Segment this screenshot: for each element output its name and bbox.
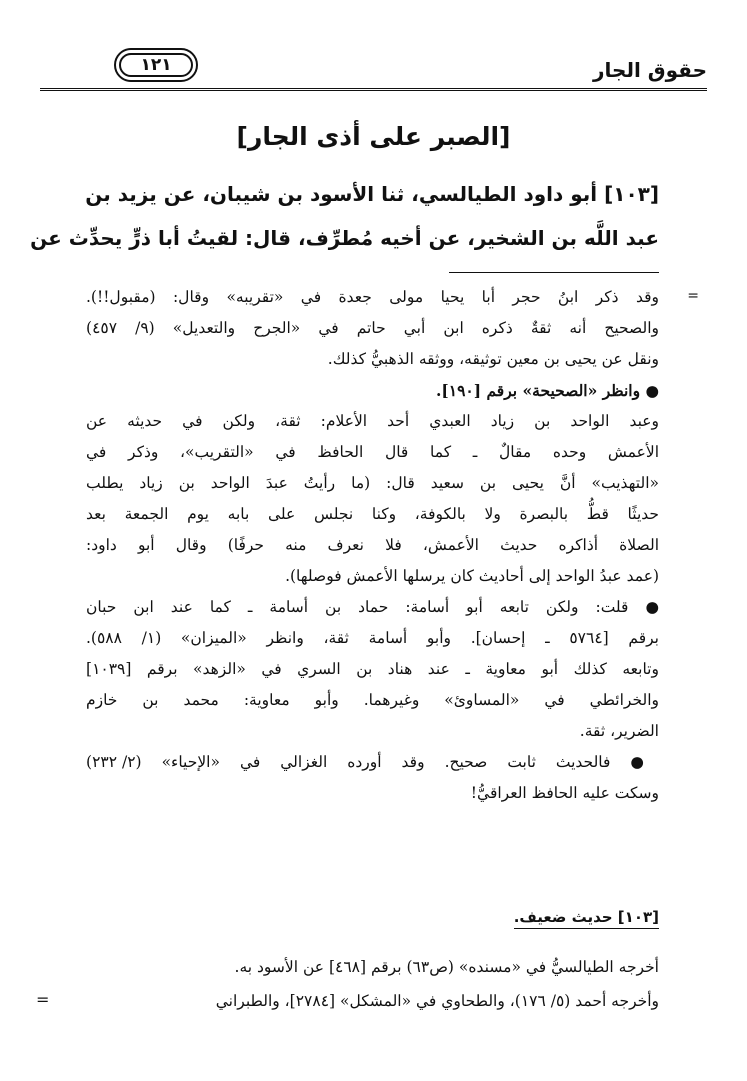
footnote-line: برقم [٥٧٦٤ ـ إحسان]. وأبو أسامة ثقة، وانظر «الميزان» (١/ ٥٨٨). [86,629,659,647]
header-rule [40,88,707,91]
footnote-line: والخرائطي في «المساوئ» وغيرهما. وأبو معاوية: محمد بن خازم [86,691,659,709]
footnote-line: وقد ذكر ابنُ حجر أبا يحيا مولى جعدة في «تقريبه» وقال: (مقبول!!). [86,288,659,306]
footnote-line: حديثًا قطُّ بالبصرة ولا بالكوفة، وكنا نجلس على بابه يوم الجمعة بعد [86,505,659,523]
page-number-badge [114,48,198,82]
section-title: [الصبر على أذى الجار] [236,122,511,151]
hadith-verdict: [١٠٣] حديث ضعيف. [514,908,659,929]
footnote-line: وعبد الواحد بن زياد العبدي أحد الأعلام: ثقة، ولكن في حديثه عن [86,412,659,430]
footnote-line: وسكت عليه الحافظ العراقيُّ! [470,784,659,802]
footnote-line: (عمد عبدُ الواحد إلى أحاديث كان يرسلها الأعمش فوصلها). [285,567,659,585]
footnote-line: الصلاة أذاكره حديث الأعمش، فلا نعرف منه حرفًا) وقال أبو داود: [86,536,659,554]
footnote-separator [449,272,659,273]
running-title: حقوق الجار [593,58,707,82]
footnote-line: «التهذيب» أنَّ يحيى بن سعيد قال: (ما رأيتُ عبدَ الواحد بن زياد يطلب [86,474,659,492]
page-header [40,44,707,94]
continuation-mark: = [687,288,699,304]
footnote-line: وتابعه كذلك أبو معاوية ـ عند هناد بن السري في «الزهد» برقم [١٠٣٩] [86,660,659,678]
footnote-line: والصحيح أنه ثقةٌ ذكره ابن أبي حاتم في «الجرح والتعديل» (٩/ ٤٥٧) [86,319,659,337]
footnote-line: ● قلت: ولكن تابعه أبو أسامة: حماد بن أسامة ـ كما عند ابن حبان [86,598,659,616]
continuation-mark: = [36,990,50,1009]
hadith-line: [١٠٣] أبو داود الطيالسي، ثنا الأسود بن شيبان، عن يزيد بن [85,182,659,206]
takhrij-line: وأخرجه أحمد (٥/ ١٧٦)، والطحاوي في «المشكل» [٢٧٨٤]، والطبراني [215,992,659,1010]
footnote-line: الأعمش وحده مقالٌ ـ كما قال الحافظ في «التقريب»، وذكر في [86,443,659,461]
hadith-line: عبد اللَّه بن الشخير، عن أخيه مُطرِّف، قال: لقيتُ أبا ذرٍّ يحدِّث عن [30,226,659,250]
footnote-line: ● وانظر «الصحيحة» برقم [١٩٠]. [436,381,659,400]
footnote-line: ونقل عن يحيى بن معين توثيقه، ووثقه الذهبيُّ كذلك. [327,350,659,368]
footnotes [86,282,659,809]
takhrij-line: أخرجه الطيالسيُّ في «مسنده» (ص٦٣) برقم [٤٦٨] عن الأسود به. [234,958,659,976]
hadith-text [30,172,659,260]
footnote-line: الضرير، ثقة. [579,722,659,740]
footnote-line: ● فالحديث ثابت صحيح. وقد أورده الغزالي في «الإحياء» (٢/ ٢٣٢) [86,753,659,771]
takhrij-text [86,950,659,1018]
page-number: ١٢١ [140,55,172,75]
